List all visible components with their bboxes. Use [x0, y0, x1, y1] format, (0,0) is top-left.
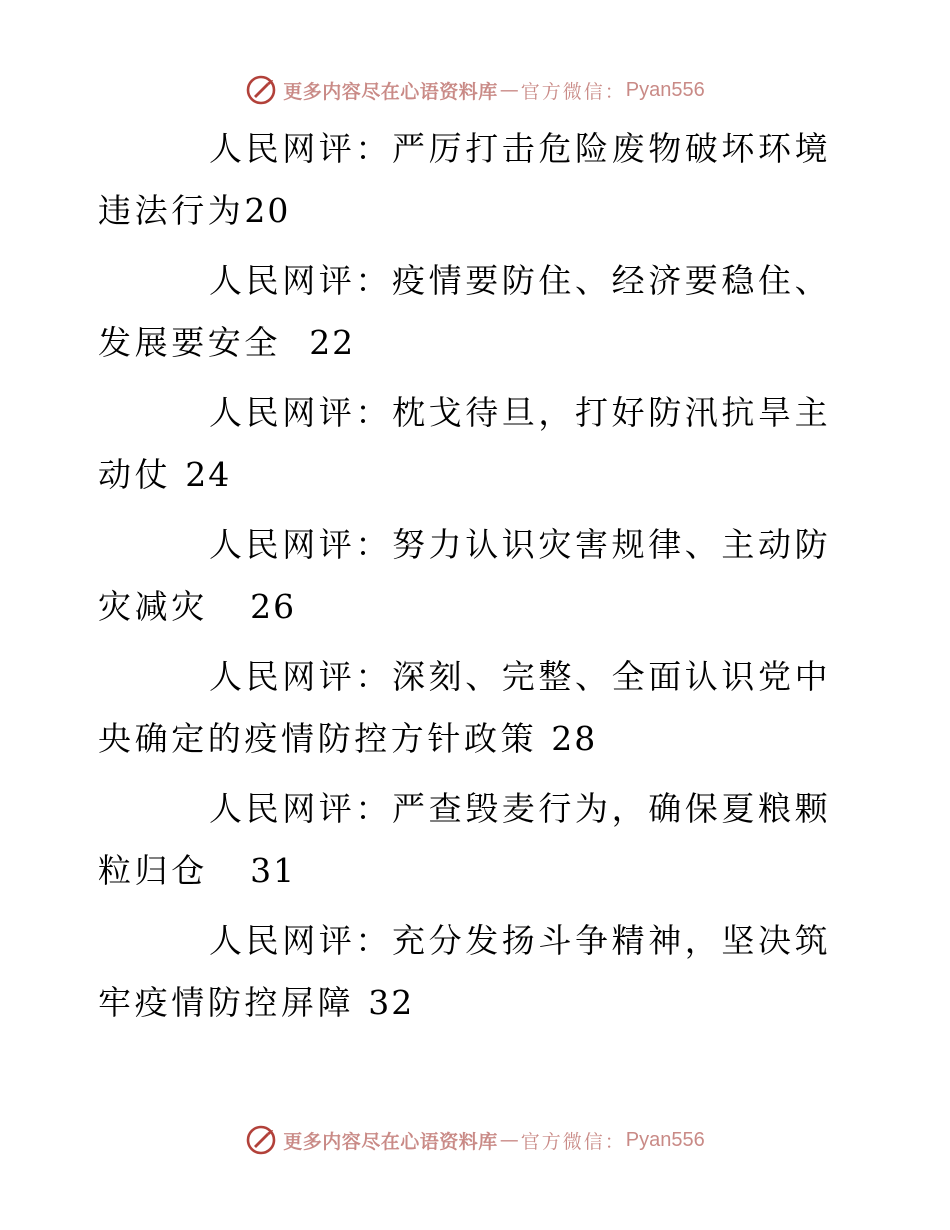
- toc-entry-separator: [537, 719, 551, 758]
- toc-entry-page: 31: [250, 851, 297, 890]
- toc-entry-title: 人民网评：充分发扬斗争精神，坚决筑牢疫情防控屏障: [98, 921, 832, 1022]
- watermark-wechat-id: Pyan556: [625, 78, 705, 101]
- toc-entry-title: 人民网评：严厉打击危险废物破坏环境违法行为: [98, 129, 832, 230]
- toc-entry-page: 20: [244, 191, 291, 230]
- toc-entry: [98, 646, 838, 770]
- toc-entry-title: 人民网评：枕戈待旦，打好防汛抗旱主动仗: [98, 393, 832, 494]
- watermark-dash: —: [499, 1129, 519, 1151]
- toc-entry-separator: [208, 587, 250, 626]
- quill-logo-icon: [245, 1124, 277, 1156]
- watermark-dash: —: [499, 79, 519, 101]
- toc-entry-separator: [208, 851, 250, 890]
- toc-entry: [98, 382, 838, 506]
- watermark-site-name: 更多内容尽在心语资料库: [283, 1130, 498, 1153]
- toc-entry-title: 人民网评：疫情要防住、经济要稳住、发展要安全: [98, 261, 832, 362]
- toc-entry: [98, 910, 838, 1034]
- toc-entry-title: 人民网评：严查毁麦行为，确保夏粮颗粒归仓: [98, 789, 832, 890]
- toc-entry-separator: [354, 983, 368, 1022]
- toc-entry-page: 22: [309, 323, 356, 362]
- toc-entry-page: 26: [250, 587, 297, 626]
- watermark-site-name: 更多内容尽在心语资料库: [283, 80, 498, 103]
- watermark-official-label: 官方微信：: [520, 80, 626, 103]
- toc-entry-page: 24: [185, 455, 232, 494]
- table-of-contents: [98, 118, 838, 1042]
- toc-entry-title: 人民网评：深刻、完整、全面认识党中央确定的疫情防控方针政策: [98, 657, 832, 758]
- toc-entry: [98, 250, 838, 374]
- toc-entry-page: 32: [368, 983, 415, 1022]
- toc-entry-title: 人民网评：努力认识灾害规律、主动防灾减灾: [98, 525, 832, 626]
- toc-entry-page: 28: [551, 719, 598, 758]
- toc-entry: [98, 118, 838, 242]
- toc-entry-separator: [281, 323, 309, 362]
- watermark-official-label: 官方微信：: [520, 1130, 626, 1153]
- quill-logo-icon: [245, 74, 277, 106]
- toc-entry-separator: [171, 455, 185, 494]
- header-watermark: [0, 70, 950, 110]
- watermark-wechat-id: Pyan556: [625, 1128, 705, 1151]
- toc-entry: [98, 514, 838, 638]
- footer-watermark: [0, 1120, 950, 1160]
- toc-entry: [98, 778, 838, 902]
